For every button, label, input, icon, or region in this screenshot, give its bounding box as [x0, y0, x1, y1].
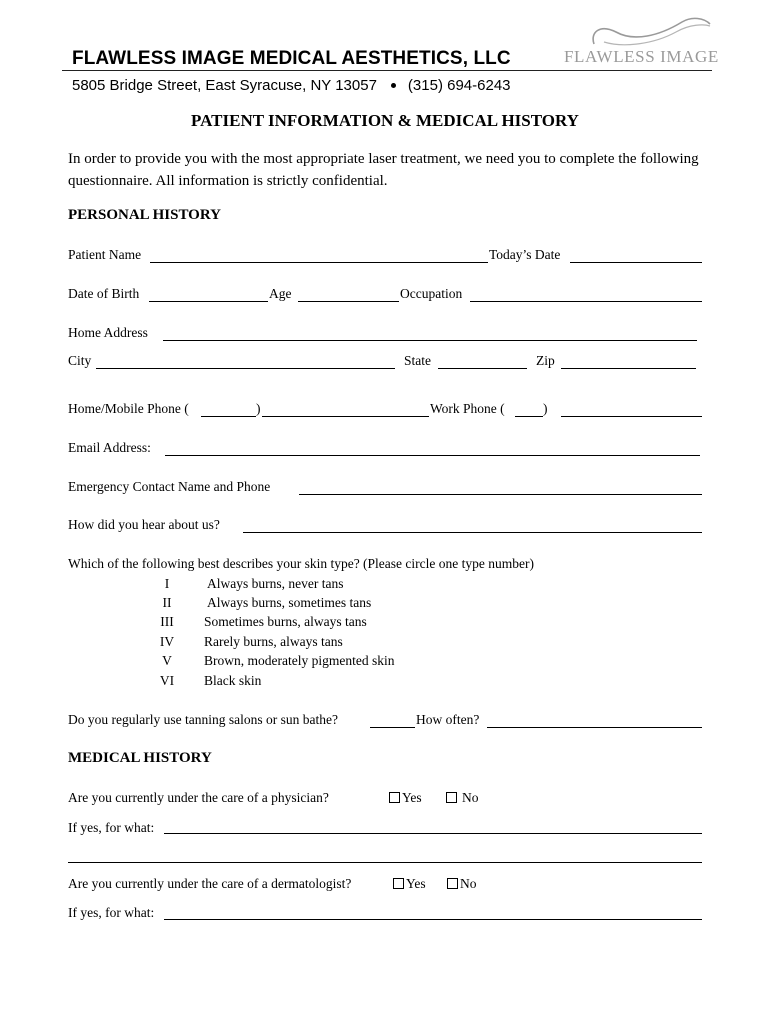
checkbox-icon[interactable] — [393, 878, 404, 889]
city-label: City — [68, 353, 92, 368]
state-field[interactable] — [438, 368, 527, 369]
todays-date-field[interactable] — [570, 262, 702, 263]
bullet-separator — [391, 83, 396, 88]
referral-source-label: How did you hear about us? — [68, 517, 220, 532]
skin-type-number[interactable]: II — [162, 595, 172, 610]
how-often-label: How often? — [416, 712, 480, 727]
work-phone-area-code-field[interactable] — [515, 416, 543, 417]
dermatologist-yes-option[interactable] — [393, 876, 426, 892]
date-of-birth-label: Date of Birth — [68, 286, 140, 301]
skin-type-description: Rarely burns, always tans — [204, 634, 343, 649]
skin-type-description: Sometimes burns, always tans — [204, 614, 367, 629]
company-name: FLAWLESS IMAGE MEDICAL AESTHETICS, LLC — [72, 48, 511, 69]
email-label: Email Address: — [68, 440, 151, 455]
company-contact — [72, 77, 511, 94]
age-label: Age — [269, 286, 292, 301]
dermatologist-yes-label: Yes — [406, 876, 426, 891]
patient-name-label: Patient Name — [68, 247, 142, 262]
physician-reason-field-line2[interactable] — [68, 862, 702, 863]
physician-no-option[interactable] — [446, 790, 479, 806]
skin-type-description: Black skin — [204, 673, 262, 688]
physician-reason-label: If yes, for what: — [68, 820, 155, 835]
age-field[interactable] — [298, 301, 399, 302]
home-phone-area-code-field[interactable] — [201, 416, 256, 417]
checkbox-icon[interactable] — [389, 792, 400, 803]
dermatologist-reason-field[interactable] — [164, 919, 702, 920]
emergency-contact-field[interactable] — [299, 494, 702, 495]
logo-text: FLAWLESS IMAGE — [564, 47, 719, 66]
section-medical-history: MEDICAL HISTORY — [68, 750, 212, 766]
dermatologist-care-question: Are you currently under the care of a dermatologist? — [68, 876, 352, 891]
emergency-contact-label: Emergency Contact Name and Phone — [68, 479, 271, 494]
skin-type-description: Always burns, never tans — [207, 576, 344, 591]
skin-type-number[interactable]: IV — [159, 634, 175, 649]
home-address-label: Home Address — [68, 325, 148, 340]
company-address: 5805 Bridge Street, East Syracuse, NY 13057 — [72, 77, 377, 94]
physician-reason-field[interactable] — [164, 833, 702, 834]
dermatologist-reason-label: If yes, for what: — [68, 905, 155, 920]
skin-type-number[interactable]: VI — [159, 673, 175, 688]
zip-label: Zip — [536, 353, 555, 368]
dermatologist-no-label: No — [460, 876, 477, 891]
referral-source-field[interactable] — [243, 532, 702, 533]
email-field[interactable] — [165, 455, 700, 456]
home-phone-number-field[interactable] — [262, 416, 429, 417]
checkbox-icon[interactable] — [447, 878, 458, 889]
skin-type-number[interactable]: III — [160, 614, 174, 629]
skin-type-number[interactable]: V — [162, 653, 172, 668]
state-label: State — [404, 353, 431, 368]
checkbox-icon[interactable] — [446, 792, 457, 803]
physician-no-label: No — [462, 790, 479, 805]
tanning-field[interactable] — [370, 727, 415, 728]
occupation-field[interactable] — [470, 301, 702, 302]
skin-type-question: Which of the following best describes your skin type? (Please circle one type number) — [68, 556, 534, 571]
section-personal-history: PERSONAL HISTORY — [68, 207, 221, 223]
work-phone-number-field[interactable] — [561, 416, 702, 417]
how-often-field[interactable] — [487, 727, 702, 728]
home-address-field[interactable] — [163, 340, 697, 341]
physician-yes-label: Yes — [402, 790, 422, 805]
tanning-label: Do you regularly use tanning salons or sun bathe? — [68, 712, 338, 727]
date-of-birth-field[interactable] — [149, 301, 268, 302]
work-phone-paren-close: ) — [543, 401, 548, 416]
zip-field[interactable] — [561, 368, 696, 369]
city-field[interactable] — [96, 368, 395, 369]
physician-care-question: Are you currently under the care of a physician? — [68, 790, 329, 805]
todays-date-label: Today’s Date — [489, 247, 561, 262]
company-phone: (315) 694-6243 — [407, 77, 511, 94]
patient-name-field[interactable] — [150, 262, 488, 263]
skin-type-description: Brown, moderately pigmented skin — [204, 653, 395, 668]
form-intro: In order to provide you with the most appropriate laser treatment, we need you to complete the following questionnaire. All information is strictly confidential. — [68, 151, 699, 189]
home-phone-paren-close: ) — [256, 401, 261, 416]
skin-type-description: Always burns, sometimes tans — [207, 595, 372, 610]
physician-yes-option[interactable] — [389, 790, 422, 806]
occupation-label: Occupation — [400, 286, 463, 301]
skin-type-number[interactable]: I — [164, 576, 170, 591]
header-divider — [62, 70, 712, 71]
work-phone-label: Work Phone ( — [430, 401, 505, 416]
form-title: PATIENT INFORMATION & MEDICAL HISTORY — [191, 111, 579, 130]
home-phone-label: Home/Mobile Phone ( — [68, 401, 189, 416]
dermatologist-no-option[interactable] — [447, 876, 477, 892]
